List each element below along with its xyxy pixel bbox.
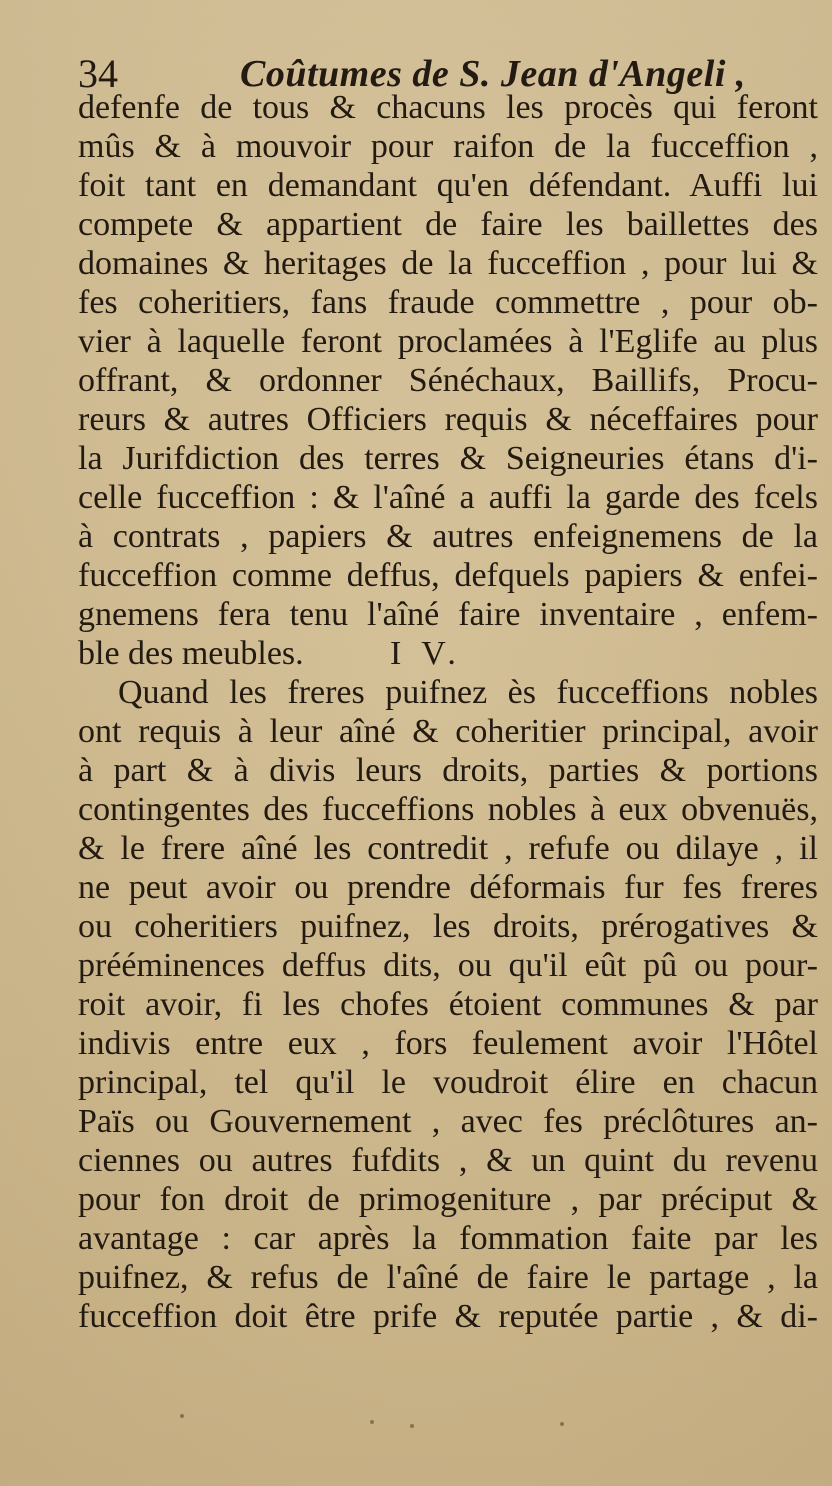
article-heading: I V. [390,635,462,672]
text-line: domaines & heritages de la fucceffion , pour lui & [78,245,818,282]
text-line: ou coheritiers puifnez, les droits, prérogatives & [78,908,818,945]
text-line: ble des meubles. [78,635,304,672]
text-line: fes coheritiers, fans fraude commettre , pour ob- [78,284,818,321]
text-line: la Jurifdiction des terres & Seigneuries étans d'i- [78,440,818,477]
text-line: mûs & à mouvoir pour raifon de la fucceffion , [78,128,818,165]
text-line: ciennes ou autres fufdits , & un quint du revenu [78,1142,818,1179]
text-line: defenfe de tous & chacuns les procès qui feront [78,89,818,126]
text-line: gnemens fera tenu l'aîné faire inventaire , enfem- [78,596,818,633]
text-line: & le frere aîné les contredit , refufe ou dilaye , il [78,830,818,867]
text-line: reurs & autres Officiers requis & néceffaires pour [78,401,818,438]
text-line: puifnez, & refus de l'aîné de faire le partage , la [78,1259,818,1296]
text-line: principal, tel qu'il le voudroit élire en chacun [78,1064,818,1101]
text-line: fucceffion doit être prife & reputée partie , & di- [78,1298,818,1335]
text-line: Quand les freres puifnez ès fucceffions nobles [118,674,818,711]
text-line: celle fucceffion : & l'aîné a auffi la garde des fcels [78,479,818,516]
running-title: Coûtumes de S. Jean d'Angeli , [240,53,746,95]
text-line: contingentes des fucceffions nobles à eux obvenuës, [78,791,818,828]
text-line: vier à laquelle feront proclamées à l'Eglife au plus [78,323,818,360]
article-line [78,634,818,673]
text-line: Païs ou Gouvernement , avec fes préclôtures an- [78,1103,818,1140]
text-line: roit avoir, fi les chofes étoient communes & par [78,986,818,1023]
text-line: pour fon droit de primogeniture , par préciput & [78,1181,818,1218]
text-line: ne peut avoir ou prendre déformais fur fes freres [78,869,818,906]
text-line: à contrats , papiers & autres enfeignemens de la [78,518,818,555]
text-line: à part & à divis leurs droits, parties & portions [78,752,818,789]
page-number: 34 [78,51,118,96]
text-line: offrant, & ordonner Sénéchaux, Baillifs, Procu- [78,362,818,399]
text-line: prééminences deffus dits, ou qu'il eût pû ou pour- [78,947,818,984]
text-line: ont requis à leur aîné & coheritier principal, avoir [78,713,818,750]
body-text [78,88,818,1336]
text-line: compete & appartient de faire les baillettes des [78,206,818,243]
paper-specks [170,1410,670,1430]
text-line: avantage : car après la fommation faite par les [78,1220,818,1257]
text-line: foit tant en demandant qu'en défendant. Auffi lui [78,167,818,204]
text-line: indivis entre eux , fors feulement avoir l'Hôtel [78,1025,818,1062]
text-line: fucceffion comme deffus, defquels papiers & enfei- [78,557,818,594]
